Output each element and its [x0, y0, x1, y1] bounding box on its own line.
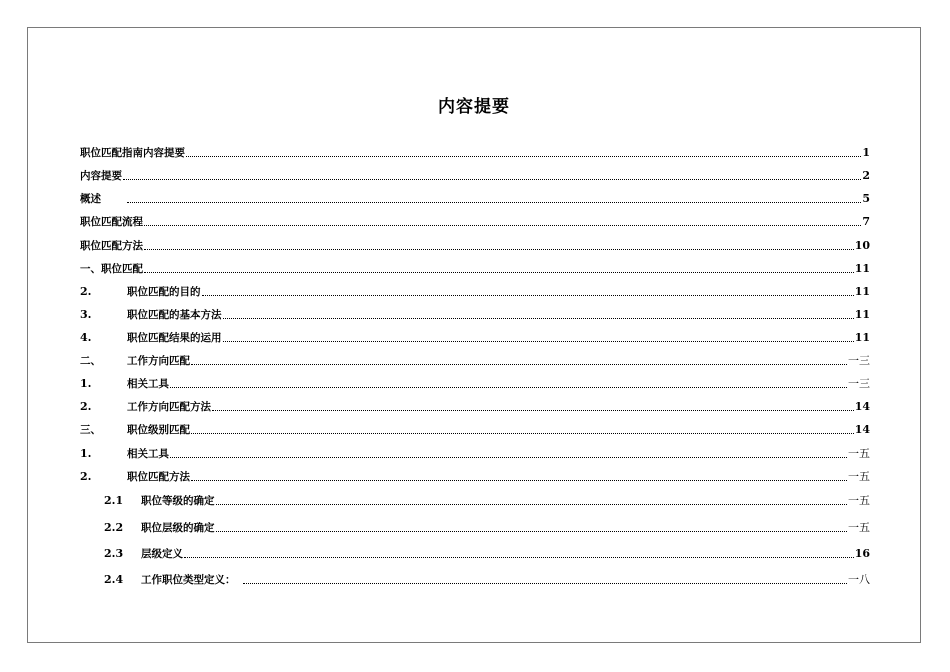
toc-entry-page: 一五 [848, 470, 870, 483]
toc-entry-number: 2. [80, 470, 92, 483]
toc-entry-number: 二、 [80, 355, 101, 367]
toc-entry[interactable] [80, 396, 870, 414]
toc-entry-number: 4. [80, 331, 92, 344]
toc-entry-page: 14 [854, 423, 870, 436]
dot-leader [191, 433, 854, 434]
dot-leader [216, 504, 848, 505]
dot-leader [123, 179, 861, 180]
dot-leader [170, 387, 847, 388]
toc-entry-label: 职位匹配流程 [80, 216, 143, 228]
toc-entry[interactable] [80, 373, 870, 391]
toc-entry-page: 16 [854, 547, 870, 560]
toc-entry-number: 1. [80, 377, 92, 390]
toc-entry[interactable] [80, 350, 870, 368]
toc-entry-label: 职位匹配的基本方法 [127, 309, 222, 321]
toc-entry-page: 2 [862, 169, 870, 182]
toc-entry-label: 工作职位类型定义： [141, 574, 236, 586]
toc-entry-label: 职位匹配的目的 [127, 286, 201, 298]
toc-entry-number: 三、 [80, 424, 101, 436]
toc-entry-number: 2.3 [104, 547, 124, 560]
dot-leader [191, 364, 847, 365]
dot-leader [202, 295, 854, 296]
toc-entry[interactable] [80, 327, 870, 345]
dot-leader [144, 249, 854, 250]
document-page [27, 27, 921, 643]
toc-entry-page: 一五 [848, 494, 870, 507]
toc-entry-page: 11 [854, 262, 870, 275]
toc-entry-page: 一三 [848, 377, 870, 390]
toc-entry-label: 相关工具 [127, 448, 169, 460]
toc-entry-number: 2.4 [104, 573, 124, 586]
dot-leader [127, 202, 861, 203]
dot-leader [186, 156, 861, 157]
toc-entry-number: 1. [80, 447, 92, 460]
toc-entry[interactable] [80, 188, 870, 206]
toc-entry-page: 11 [854, 331, 870, 344]
toc-entry-label: 职位等级的确定 [141, 495, 215, 507]
toc-entry-number: 2.2 [104, 521, 124, 534]
toc-entry-page: 一五 [848, 447, 870, 460]
toc-entry-page: 5 [862, 192, 870, 205]
toc-entry-page: 一八 [848, 573, 870, 586]
toc-entry[interactable] [80, 466, 870, 484]
toc-entry-page: 10 [854, 239, 870, 252]
toc-entry-label: 工作方向匹配 [127, 355, 190, 367]
toc-entry-number: 3. [80, 308, 92, 321]
toc-entry-label: 层级定义 [141, 548, 183, 560]
toc-subentry[interactable] [104, 569, 870, 587]
dot-leader [144, 272, 854, 273]
toc-entry-label: 内容提要 [80, 170, 122, 182]
toc-entry[interactable] [80, 142, 870, 160]
toc-entry-page: 7 [862, 215, 870, 228]
toc-entry[interactable] [80, 211, 870, 229]
toc-entry[interactable] [80, 258, 870, 276]
dot-leader [191, 480, 847, 481]
dot-leader [223, 318, 854, 319]
toc-entry[interactable] [80, 235, 870, 253]
toc-entry-number: 2. [80, 400, 92, 413]
dot-leader [184, 557, 854, 558]
dot-leader [212, 410, 854, 411]
toc-subentry[interactable] [104, 543, 870, 561]
toc-entry-label: 工作方向匹配方法 [127, 401, 211, 413]
toc-subentry[interactable] [104, 490, 870, 508]
toc-entry[interactable] [80, 281, 870, 299]
toc-entry-page: 11 [854, 285, 870, 298]
toc-subentry[interactable] [104, 517, 870, 535]
toc-entry-label: 职位级别匹配 [127, 424, 190, 436]
toc-entry-page: 一三 [848, 354, 870, 367]
dot-leader [144, 225, 861, 226]
dot-leader [216, 531, 848, 532]
toc-entry-page: 14 [854, 400, 870, 413]
toc-entry-label: 职位匹配方法 [80, 240, 143, 252]
toc-entry-label: 一、职位匹配 [80, 263, 143, 275]
dot-leader [243, 583, 848, 584]
document-title: 内容提要 [438, 97, 510, 117]
toc-entry-label: 职位匹配方法 [127, 471, 190, 483]
dot-leader [170, 457, 847, 458]
toc-entry-page: 一五 [848, 521, 870, 534]
toc-entry-label: 职位匹配指南内容提要 [80, 147, 185, 159]
toc-entry-label: 概述 [80, 193, 101, 205]
toc-entry-label: 相关工具 [127, 378, 169, 390]
toc-entry[interactable] [80, 165, 870, 183]
toc-entry[interactable] [80, 419, 870, 437]
toc-entry[interactable] [80, 304, 870, 322]
toc-entry-label: 职位匹配结果的运用 [127, 332, 222, 344]
toc-entry-number: 2. [80, 285, 92, 298]
toc-entry-page: 11 [854, 308, 870, 321]
toc-entry-page: 1 [862, 146, 870, 159]
toc-entry-label: 职位层级的确定 [141, 522, 215, 534]
toc-entry-number: 2.1 [104, 494, 124, 507]
toc-entry[interactable] [80, 443, 870, 461]
dot-leader [223, 341, 854, 342]
